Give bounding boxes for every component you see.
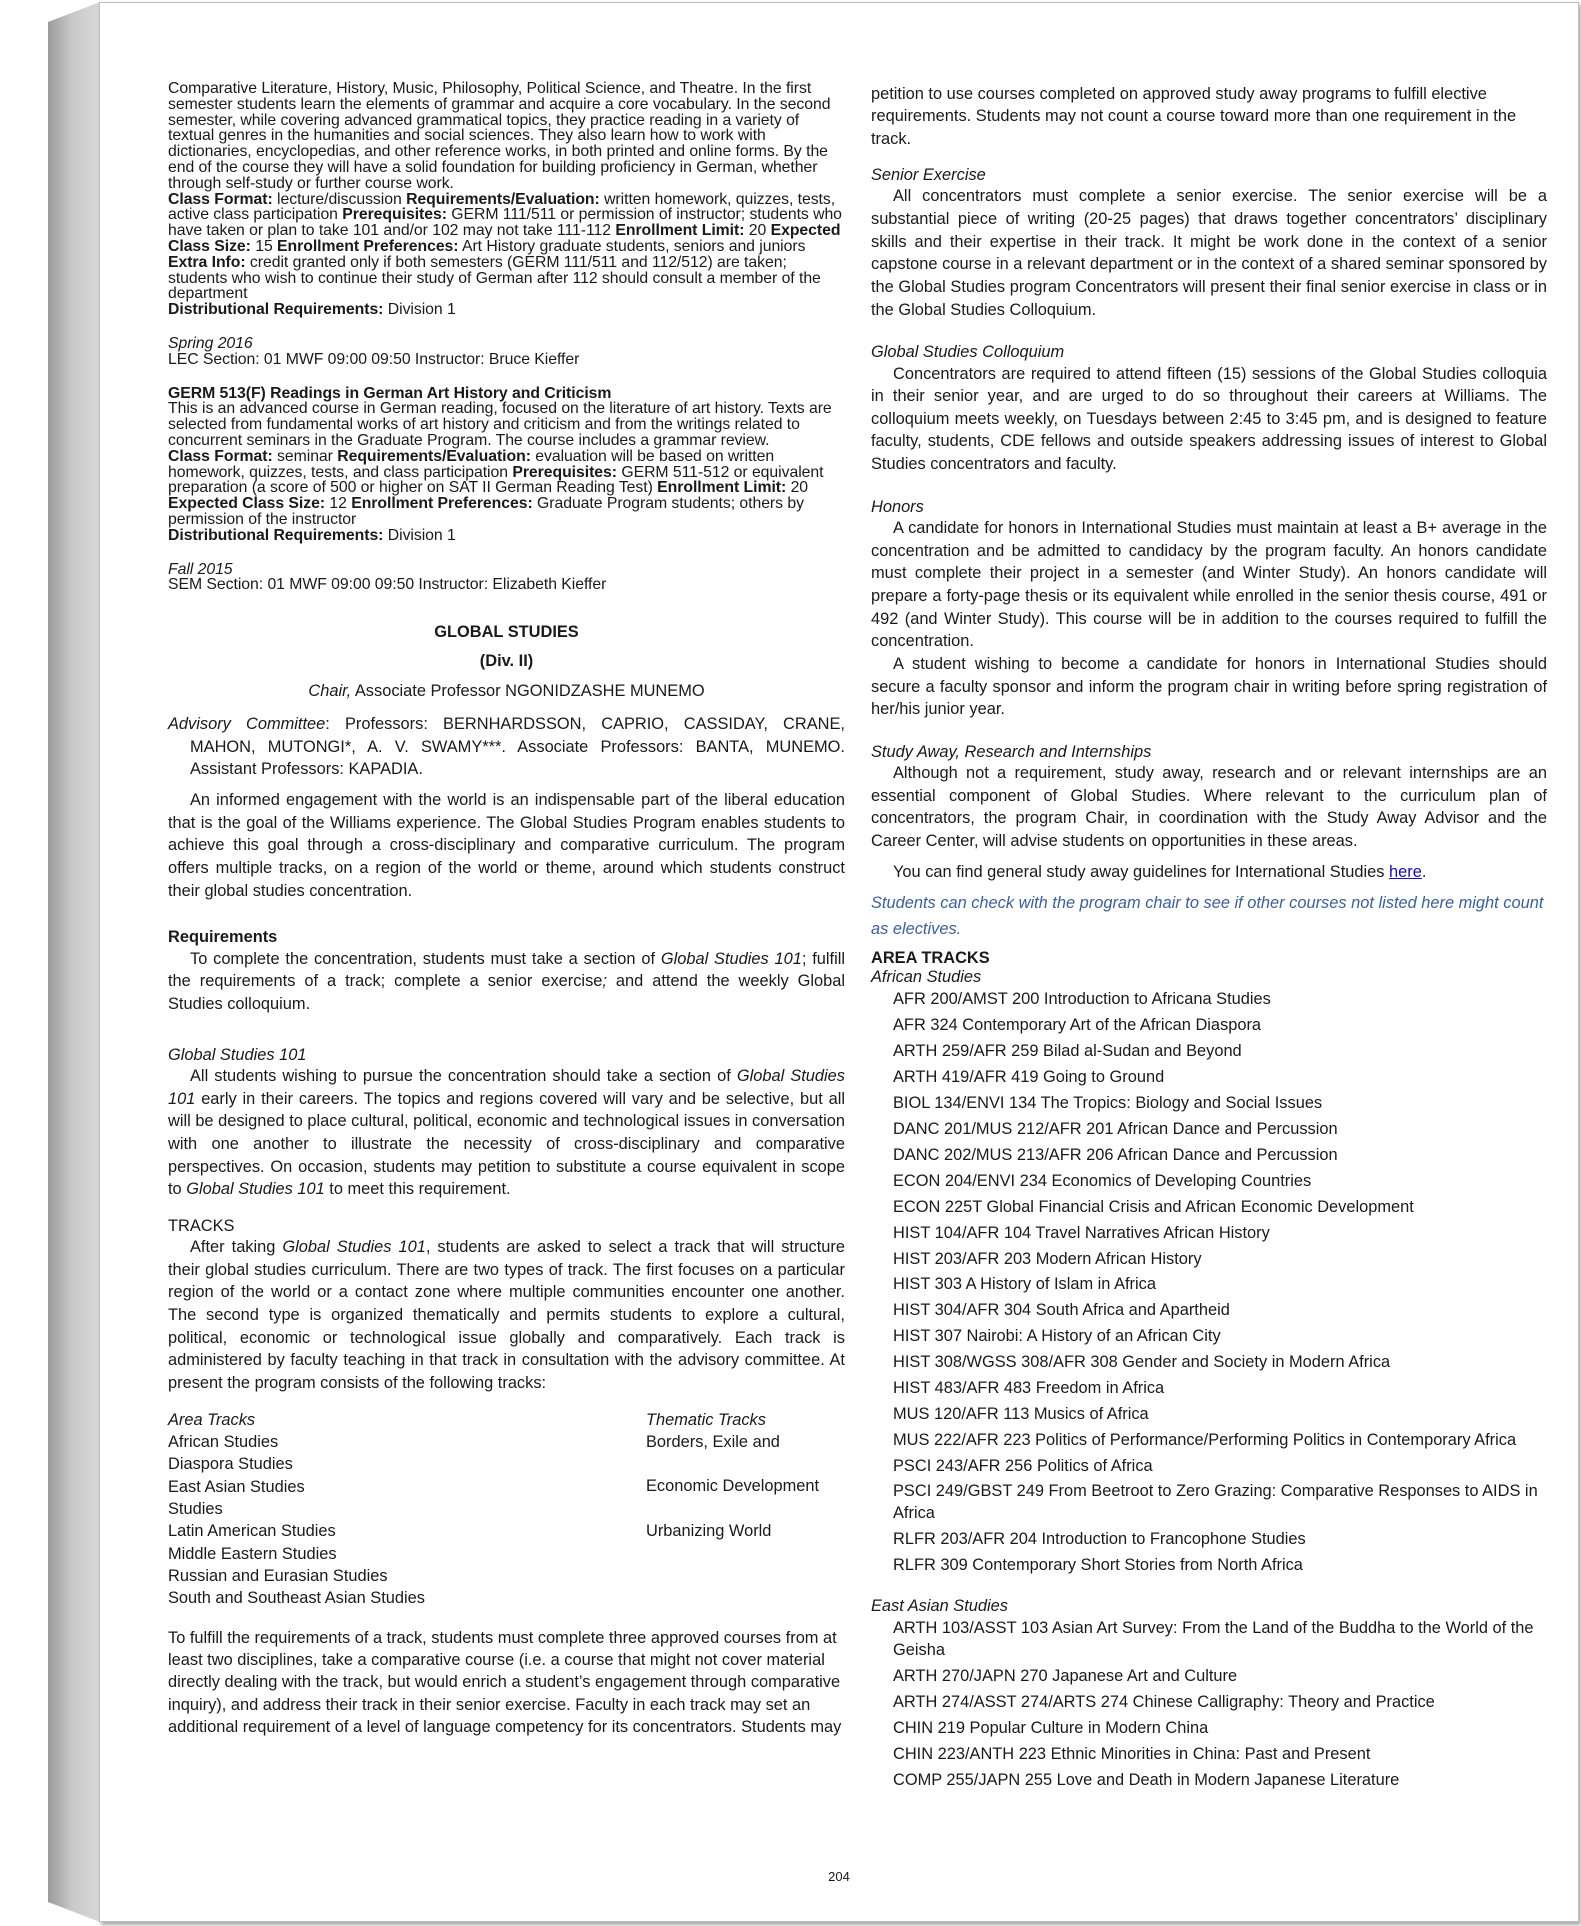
- course-item: RLFR 309 Contemporary Short Stories from North Africa: [893, 1556, 1303, 1575]
- study-away-guidelines: You can find general study away guidelines for International Studies here.: [893, 862, 1427, 881]
- area-track-item: African Studies: [168, 1432, 279, 1451]
- african-studies-heading: African Studies: [871, 967, 982, 986]
- germ511-section: LEC Section: 01 MWF 09:00 09:50 Instructor: Bruce Kieffer: [168, 350, 580, 368]
- global-studies-intro: An informed engagement with the world is an indispensable part of the liberal education that is the goal of the Williams experience. The Global Studies Program enables students to achieve this goal through a cross-disciplinary and comparative curriculum. The program offers multiple tracks, on a region of the world or theme, around which students construct their global studies concentration.: [168, 791, 845, 900]
- course-item: HIST 104/AFR 104 Travel Narratives African History: [893, 1223, 1270, 1242]
- requirements-text: To complete the concentration, students must take a section of Global Studies 101; fulfill the requirements of a track; complete a senior exercise; and attend the weekly Global Studies colloquium.: [168, 949, 846, 1013]
- germ513-title: GERM 513(F) Readings in German Art History and Criticism: [168, 384, 612, 402]
- advisory-committee: Advisory Committee: Professors: BERNHARDSSON, CAPRIO, CASSIDAY, CRANE, MAHON, MUTONGI*, A. V. SWAMY***. Associate Professors: BANTA, MUNEMO. Assistant Professors: KAPADIA.: [168, 715, 845, 779]
- here-link[interactable]: here: [1389, 862, 1422, 881]
- honors-text-2: A student wishing to become a candidate for honors in International Studies should secure a faculty sponsor and inform the program chair in writing before spring registration of her/his junior year.: [871, 654, 1547, 719]
- area-track-item: East Asian Studies: [168, 1477, 305, 1496]
- course-item: ARTH 274/ASST 274/ARTS 274 Chinese Calligraphy: Theory and Practice: [893, 1693, 1435, 1712]
- area-track-item: Studies: [168, 1499, 223, 1518]
- study-away-heading: Study Away, Research and Internships: [871, 742, 1152, 761]
- area-tracks-list: [168, 1409, 498, 1610]
- germ511-details: Class Format: lecture/discussion Requirements/Evaluation: written homework, quizzes, tests, active class participation Prerequisites: GERM 111/511 or permission of instructor; students who have taken or plan to take 101 and/or 102 may not take 111-112 Enrollment Limit: 20 Expected Class Size: 15 Enrollment Preferences: Art History graduate students, seniors and juniors Extra Info: credit granted only if both semesters (GERM 111/511 and 112/512) are taken; students who wish to continue their study of German after 112 should consult a member of the department Distributional Requirements: Division 1: [168, 190, 842, 319]
- tracks-text: After taking Global Studies 101, students are asked to select a track that will structure their global studies curriculum. There are two types of track. The first focuses on a particular region of the world or a contact zone where multiple communities encounter one another. The second type is organized thematically and permits students to explore a cultural, political, economic or technological issue globally and comparatively. Each track is administered by faculty teaching in that track in consultation with the advisory committee. At present the program consists of the following tracks:: [168, 1238, 845, 1392]
- course-item: HIST 307 Nairobi: A History of an African City: [893, 1327, 1221, 1346]
- course-item: MUS 120/AFR 113 Musics of Africa: [893, 1405, 1149, 1424]
- right-column: [871, 83, 1547, 1794]
- german-course-intro: Comparative Literature, History, Music, Philosophy, Political Science, and Theatre. In the first semester students learn the elements of grammar and acquire a core vocabulary. In the second semester, while covering advanced grammatical topics, they practice reading in a variety of textual genres in the humanities and social sciences. They also learn how to work with dictionaries, encyclopedias, and other reference works, in both printed and online forms. By the end of the course they will have a solid foundation for building proficiency in German, whether through self-study or further course work.: [168, 80, 831, 192]
- east-asian-studies-heading: East Asian Studies: [871, 1597, 1008, 1616]
- global-studies-chair: Chair, Associate Professor NGONIDZASHE MUNEMO: [308, 681, 705, 700]
- fulfill-requirements-text: To fulfill the requirements of a track, students must complete three approved courses from at least two disciplines, take a comparative course (i.e. a course that might not cover material directly dealing with the track, but would enrich a student’s engagement through comparative inquiry), and address their track in their senior exercise. Faculty in each track may set an additional requirement of a level of language competency for its concentrators. Students may: [168, 1628, 842, 1736]
- gs101-text: All students wishing to pursue the concentration should take a section of Global Studies 101 early in their careers. The topics and regions covered will vary and be selective, but all will be designed to place cultural, political, economic and technological issues in conversation with one another to illustrate the necessity of cross-disciplinary and comparative perspectives. On occasion, students may petition to substitute a course equivalent in scope to Global Studies 101 to meet this requirement.: [168, 1066, 845, 1199]
- course-item: MUS 222/AFR 223 Politics of Performance/Performing Politics in Contemporary Africa: [893, 1431, 1517, 1449]
- course-item: ARTH 419/AFR 419 Going to Ground: [893, 1068, 1165, 1087]
- course-item: HIST 203/AFR 203 Modern African History: [893, 1249, 1202, 1268]
- germ513-description: This is an advanced course in German reading, focused on the literature of art history. Texts are selected from fundamental works of art history and criticism and from the writings related to concurrent seminars in the Graduate Program. The course includes a grammar review.: [168, 400, 832, 449]
- colloquium-heading: Global Studies Colloquium: [871, 343, 1065, 362]
- senior-exercise-text: All concentrators must complete a senior exercise. The senior exercise will be a substantial piece of writing (20-25 pages) that draws together concentrators’ disciplinary skills and their expertise in their track. It might be work done in the context of a senior capstone course in a relevant department or in the context of a shared seminar sponsored by the Global Studies program Concentrators will present their final senior exercise in class or in the Global Studies Colloquium.: [871, 187, 1547, 319]
- gs101-heading: Global Studies 101: [168, 1045, 307, 1064]
- course-item: DANC 201/MUS 212/AFR 201 African Dance and Percussion: [893, 1119, 1338, 1138]
- east-asian-studies-courses: [871, 1617, 1547, 1794]
- thematic-track-item: Economic Development: [646, 1477, 820, 1496]
- course-item: ARTH 259/AFR 259 Bilad al-Sudan and Beyond: [893, 1042, 1242, 1061]
- course-item: CHIN 223/ANTH 223 Ethnic Minorities in China: Past and Present: [893, 1745, 1371, 1764]
- thematic-track-spacer: [646, 1453, 846, 1475]
- thematic-tracks-heading: Thematic Tracks: [646, 1410, 766, 1429]
- honors-text-1: A candidate for honors in International Studies must maintain at least a B+ average in the concentration and be admitted to candidacy by the program faculty. An honors candidate must complete their project in a semester (and Winter Study). An honors candidate will prepare a forty-page thesis or its equivalent while enrolled in the senior thesis course, 491 or 492 (and Winter Study). This course will be in addition to the courses required to fulfill the concentration.: [871, 519, 1547, 651]
- area-track-item: Russian and Eurasian Studies: [168, 1566, 388, 1585]
- area-tracks-heading: Area Tracks: [168, 1410, 256, 1429]
- course-item: ECON 225T Global Financial Crisis and African Economic Development: [893, 1197, 1414, 1216]
- course-item: COMP 255/JAPN 255 Love and Death in Modern Japanese Literature: [893, 1770, 1400, 1789]
- study-away-text: Although not a requirement, study away, research and or relevant internships are an essential component of Global Studies. Where relevant to the curriculum plan of concentrators, the program Chair, in coordination with the Study Away Advisor and the Career Center, will advise students on opportunities in these areas.: [871, 764, 1547, 851]
- senior-exercise-heading: Senior Exercise: [871, 165, 986, 184]
- course-item: ARTH 270/JAPN 270 Japanese Art and Culture: [893, 1667, 1238, 1686]
- book-spine: [48, 2, 100, 1922]
- course-item: BIOL 134/ENVI 134 The Tropics: Biology and Social Issues: [893, 1094, 1323, 1113]
- course-item: DANC 202/MUS 213/AFR 206 African Dance and Percussion: [893, 1145, 1338, 1164]
- course-item: AFR 324 Contemporary Art of the African Diaspora: [893, 1016, 1262, 1035]
- course-item: RLFR 203/AFR 204 Introduction to Francophone Studies: [893, 1530, 1306, 1549]
- area-track-item: South and Southeast Asian Studies: [168, 1589, 425, 1608]
- honors-heading: Honors: [871, 497, 924, 516]
- area-track-item: Diaspora Studies: [168, 1455, 293, 1474]
- document-page: [99, 2, 1579, 1922]
- course-item: HIST 304/AFR 304 South Africa and Apartheid: [893, 1301, 1230, 1320]
- tracks-heading: TRACKS: [168, 1216, 235, 1235]
- thematic-tracks-list: [646, 1409, 846, 1542]
- germ513-term: Fall 2015: [168, 560, 233, 578]
- course-item: PSCI 243/AFR 256 Politics of Africa: [893, 1456, 1153, 1475]
- germ513-section: SEM Section: 01 MWF 09:00 09:50 Instructor: Elizabeth Kieffer: [168, 576, 607, 594]
- electives-note: Students can check with the program chair to see if other courses not listed here might count as electives.: [871, 894, 1544, 939]
- course-item: HIST 308/WGSS 308/AFR 308 Gender and Society in Modern Africa: [893, 1353, 1391, 1372]
- thematic-track-spacer: [646, 1498, 846, 1520]
- tracks-table: [168, 1409, 845, 1609]
- global-studies-title: GLOBAL STUDIES: [434, 623, 579, 642]
- requirements-heading: Requirements: [168, 928, 278, 947]
- course-item: ECON 204/ENVI 234 Economics of Developing Countries: [893, 1171, 1312, 1190]
- colloquium-text: Concentrators are required to attend fifteen (15) sessions of the Global Studies colloquia in their senior year, and are urged to do so throughout their careers at Williams. The colloquium meets weekly, on Tuesdays between 2:45 to 3:45 pm, and is designed to feature faculty, students, CDE fellows and outside speakers addressing issues of interest to Global Studies concentrators and faculty.: [871, 364, 1547, 474]
- global-studies-division: (Div. II): [479, 652, 534, 671]
- area-track-item: Middle Eastern Studies: [168, 1544, 337, 1563]
- germ511-term: Spring 2016: [168, 334, 253, 352]
- area-tracks-heading: AREA TRACKS: [871, 948, 990, 967]
- left-column: [168, 81, 845, 1738]
- african-studies-courses: [871, 987, 1547, 1579]
- course-item: CHIN 219 Popular Culture in Modern China: [893, 1719, 1209, 1738]
- course-item: ARTH 103/ASST 103 Asian Art Survey: From the Land of the Buddha to the World of the Geisha: [893, 1618, 1534, 1659]
- course-item: HIST 303 A History of Islam in Africa: [893, 1275, 1156, 1294]
- germ513-details: Class Format: seminar Requirements/Evaluation: evaluation will be based on written homework, quizzes, tests, and class participation Prerequisites: GERM 511-512 or equivalent preparation (a score of 500 or higher on SAT II German Reading Test) Enrollment Limit: 20 Expected Class Size: 12 Enrollment Preferences: Graduate Program students; others by permission of the instructor Distributional Requirements: Division 1: [168, 447, 824, 544]
- area-track-item: Latin American Studies: [168, 1522, 336, 1541]
- thematic-track-item: Urbanizing World: [646, 1521, 772, 1540]
- course-item: AFR 200/AMST 200 Introduction to Africana Studies: [893, 990, 1271, 1009]
- course-item: HIST 483/AFR 483 Freedom in Africa: [893, 1379, 1165, 1398]
- page-number: 204: [828, 1869, 850, 1884]
- continued-text: petition to use courses completed on approved study away programs to fulfill elective requirements. Students may not count a course toward more than one requirement in the track.: [871, 85, 1517, 148]
- course-item: PSCI 249/GBST 249 From Beetroot to Zero Grazing: Comparative Responses to AIDS in Africa: [893, 1481, 1538, 1523]
- thematic-track-item: Borders, Exile and: [646, 1432, 780, 1451]
